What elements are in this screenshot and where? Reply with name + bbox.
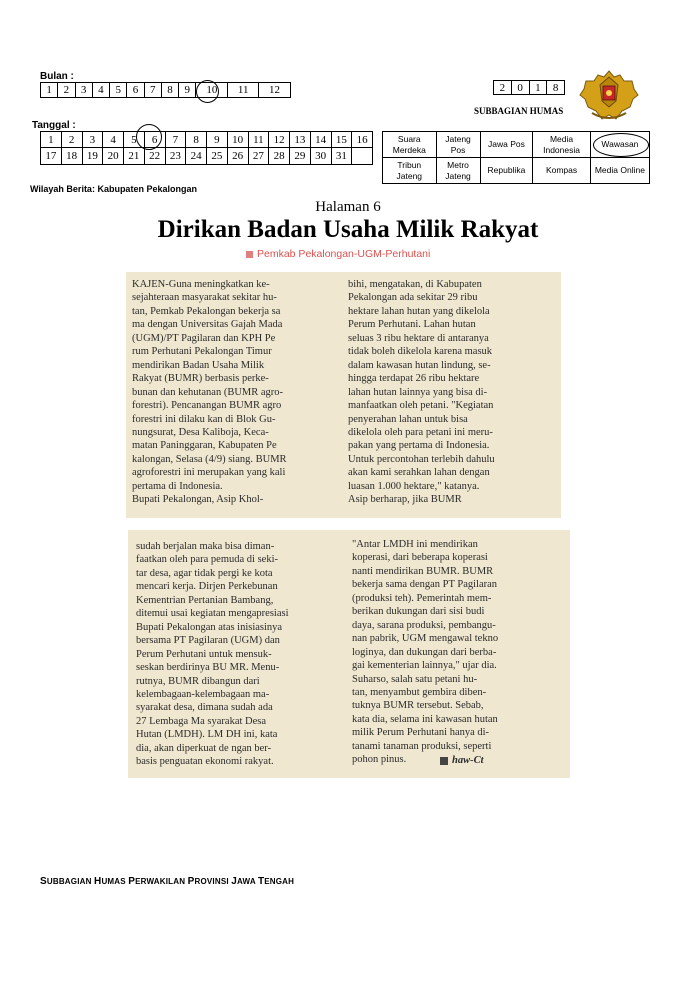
bulan-cell: 1 (41, 83, 58, 98)
article-column-3: sudah berjalan maka bisa diman- faatkan oleh para pemuda di seki- tar desa, agar tidak pergi ke kota mencari kerja. Dirjen Perkebunan Kementrian Pertanian Bambang, ditemui usai kegiatan mengapresiasi Bupati Pekalongan atas inisiasinya bersama PT Pagilaran (UGM) dan Perum Perhutani untuk mensuk- seskan berdirinya BU MR. Menu- rutnya, BUMR dibangun dari kelembagaan-kelembagaan ma- syarakat desa, dimana sudah ada 27 Lembaga Ma syarakat Desa Hutan (LMDH). LM DH ini, kata dia, akan diperkuat de ngan ber- basis penguatan ekonomi rakyat. (136, 541, 289, 768)
end-square-icon (440, 757, 448, 765)
media-cell: Jateng Pos (436, 132, 480, 158)
tanggal-cell: 31 (331, 148, 352, 165)
bulan-selection-circle (196, 80, 219, 103)
tanggal-cell: 3 (82, 132, 103, 148)
bulan-cell: 5 (110, 83, 127, 98)
bulan-cell: 3 (75, 83, 92, 98)
article-column-1: KAJEN-Guna meningkatkan ke- sejahteraan masyarakat sekitar hu- tan, Pemkab Pekalongan bekerja sa ma dengan Universitas Gajah Mada (UGM)/PT Pagilaran dan KPH Pe rum Perhutani Pekalongan Timur mendirikan Badan Usaha Milik Rakyat (BUMR) berbasis perke- bunan dan kehutanan (BUMR agro- forestri). Pencanangan BUMR agro forestri ini dilaku kan di Blok Gu- nungsurat, Desa Kaliboja, Keca- matan Paninggaran, Kabupaten Pe kalongan, Selasa (4/9) siang. BUMR agroforestri ini merupakan yang kali pertama di Indonesia. Bupati Pekalongan, Asip Khol- (132, 279, 287, 506)
article-column-4: "Antar LMDH ini mendirikan koperasi, dari beberapa koperasi nanti mendirikan BUMR. BUMR bekerja sama dengan PT Pagilaran (produksi teh). Pemerintah mem- berikan dukungan dari sisi budi daya, sarana produksi, pembangu- nan pabrik, UGM mengawal tekno loginya, dan dukungan dari berba- gai kementerian lainnya," ujar dia. Suharso, salah satu petani hu- tan, menyambut gembira diben- tuknya BUMR tersebut. Sebab, kata dia, selama ini kawasan hutan milik Perum Perhutani hanya di- tanami tanaman produksi, seperti pohon pinus. (352, 539, 499, 766)
tanggal-cell: 26 (227, 148, 248, 165)
tanggal-cell: 18 (61, 148, 82, 165)
tahun-digit: 8 (547, 81, 565, 95)
media-cell: Suara Merdeka (383, 132, 437, 158)
tanggal-cell: 14 (310, 132, 331, 148)
headline: Dirikan Badan Usaha Milik Rakyat (157, 216, 539, 243)
bulan-cell: 10 (196, 83, 228, 98)
tanggal-cell: 30 (310, 148, 331, 165)
media-cell: Republika (480, 158, 533, 184)
tanggal-cell: 23 (165, 148, 186, 165)
media-cell: Kompas (533, 158, 591, 184)
tanggal-cell: 9 (207, 132, 228, 148)
bulan-label: Bulan : (40, 71, 74, 82)
tanggal-cell: 21 (124, 148, 145, 165)
tanggal-cell: 15 (331, 132, 352, 148)
bulan-cell: 4 (92, 83, 109, 98)
media-cell: Metro Jateng (436, 158, 480, 184)
media-cell: Jawa Pos (480, 132, 533, 158)
garuda-emblem-icon (578, 67, 640, 123)
tanggal-cell: 10 (227, 132, 248, 148)
tanggal-cell: 22 (144, 148, 165, 165)
tanggal-cell: 4 (103, 132, 124, 148)
bulan-cell-selected: 9 (179, 83, 196, 98)
tanggal-cell: 5 (124, 132, 145, 148)
bulan-cell: 8 (161, 83, 178, 98)
wilayah-berita: Wilayah Berita: Kabupaten Pekalongan (30, 184, 197, 194)
footer: SUBBAGIAN HUMAS PERWAKILAN PROVINSI JAWA TENGAH (40, 876, 295, 887)
bulan-cell: 6 (127, 83, 144, 98)
clipping-bottom (128, 530, 570, 778)
tahun-grid (493, 80, 565, 95)
tanggal-cell: 16 (352, 132, 373, 148)
clipping-top (126, 272, 561, 518)
tanggal-cell: 17 (41, 148, 62, 165)
tanggal-selection-circle (136, 124, 162, 150)
byline (440, 755, 484, 766)
bulan-cell: 11 (228, 83, 259, 98)
kicker (246, 248, 430, 260)
media-cell: Media Online (590, 158, 649, 184)
tanggal-cell: 1 (41, 132, 62, 148)
unit-title: SUBBAGIAN HUMAS (474, 106, 564, 116)
media-cell: Media Indonesia (533, 132, 591, 158)
tanggal-label: Tanggal : (32, 120, 76, 131)
tanggal-cell: 28 (269, 148, 290, 165)
media-cell-selected: Wawasan (590, 132, 649, 158)
tahun-digit: 2 (494, 81, 512, 95)
tanggal-cell: 11 (248, 132, 269, 148)
tanggal-cell (352, 148, 373, 165)
tanggal-cell: 27 (248, 148, 269, 165)
tanggal-grid (40, 131, 373, 165)
kicker-text: Pemkab Pekalongan-UGM-Perhutani (257, 248, 431, 260)
tanggal-cell-selected: 6 (144, 132, 165, 148)
bulan-grid (40, 82, 291, 98)
kicker-square-icon (246, 251, 253, 258)
tanggal-cell: 13 (290, 132, 311, 148)
tanggal-cell: 25 (207, 148, 228, 165)
tanggal-cell: 19 (82, 148, 103, 165)
page-number: Halaman 6 (315, 199, 381, 215)
bulan-cell: 7 (144, 83, 161, 98)
tanggal-cell: 7 (165, 132, 186, 148)
bulan-cell: 2 (58, 83, 75, 98)
article-column-2: bihi, mengatakan, di Kabupaten Pekalongan ada sekitar 29 ribu hektare lahan hutan yang dikelola Perum Perhutani. Lahan hutan seluas 3 ribu hektare di antaranya tidak boleh dikelola karena masuk dalam kawasan hutan lindung, se- hingga terdapat 26 ribu hektare lahan hutan lainnya yang bisa di- manfaatkan oleh petani. "Kegiatan penyerahan lahan untuk bisa dikelola oleh para petani ini meru- pakan yang pertama di Indonesia. Untuk percontohan terlebih dahulu akan kami serahkan lahan dengan luasan 1.000 hektare," katanya. Asip berharap, jika BUMR (348, 279, 495, 506)
tanggal-cell: 2 (61, 132, 82, 148)
tanggal-cell: 20 (103, 148, 124, 165)
tanggal-cell: 29 (290, 148, 311, 165)
tanggal-cell: 24 (186, 148, 207, 165)
tahun-digit: 0 (511, 81, 529, 95)
byline-text: haw-Ct (452, 755, 484, 766)
tanggal-cell: 12 (269, 132, 290, 148)
tanggal-cell: 8 (186, 132, 207, 148)
media-selection-circle (593, 133, 649, 157)
tahun-digit: 1 (529, 81, 547, 95)
media-cell: Tribun Jateng (383, 158, 437, 184)
bulan-cell: 12 (259, 83, 291, 98)
